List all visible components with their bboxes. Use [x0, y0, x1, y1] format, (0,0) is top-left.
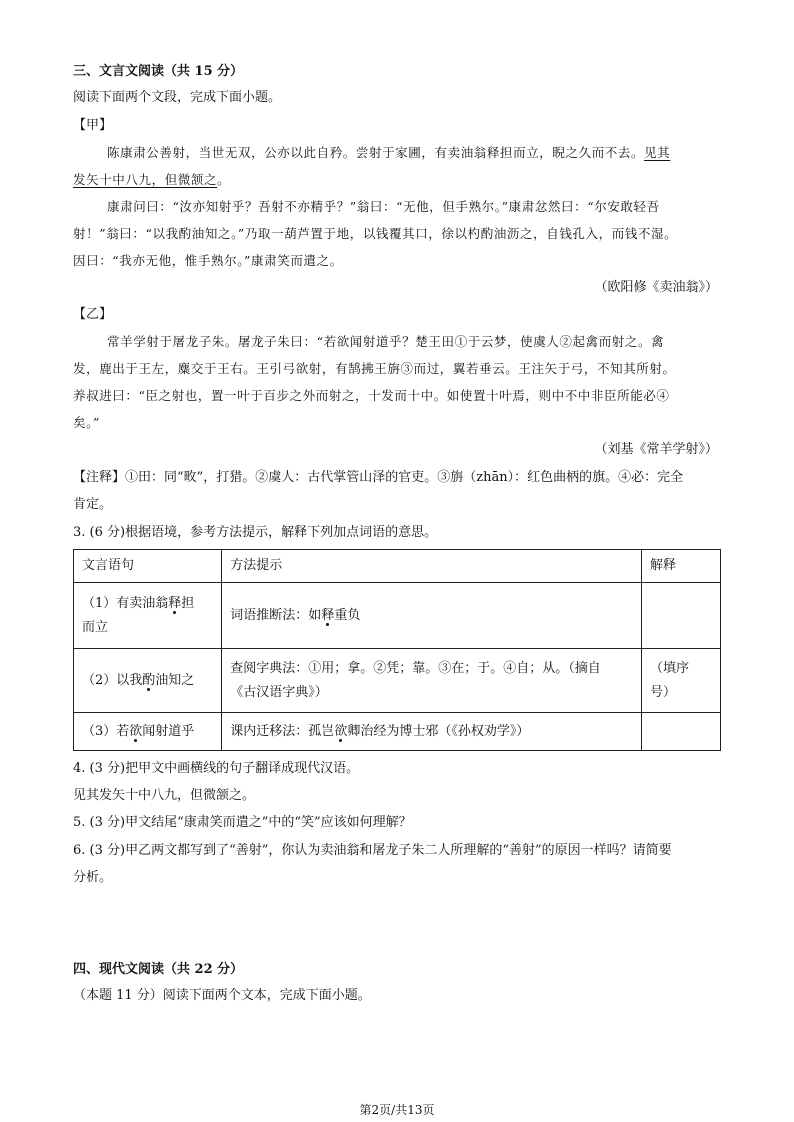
jia-paragraph-2-line-1: 康肃问曰：“汝亦知射乎？吾射不亦精乎？”翁曰：“无他，但手熟尔。”康肃忿然曰：“尔安敢轻吾 — [107, 199, 660, 214]
section3-heading: 三、文言文阅读（共 15 分） — [73, 64, 244, 79]
dotted-word: 释 — [321, 607, 335, 623]
row3-method-text: 课内迁移法：孤岂 — [230, 723, 335, 739]
q3-row-1-answer-cell[interactable] — [641, 583, 720, 649]
row1-method-text: 词语推断法：如 — [230, 607, 322, 623]
jia-label: 【甲】 — [73, 118, 113, 133]
annotation-line-2: 肯定。 — [73, 497, 113, 512]
q3-row-1-sentence — [74, 583, 222, 649]
row1-text-end: 担 — [181, 595, 195, 611]
q3-stem: 3. (6 分)根据语境，参考方法提示，解释下列加点词语的意思。 — [73, 525, 438, 540]
q3-row-2-method — [222, 649, 642, 713]
page-number-footer: 第2页/共13页 — [359, 1103, 435, 1117]
q3-row-3-answer-cell[interactable] — [641, 713, 720, 751]
row1-text: （1）有卖油翁 — [82, 595, 169, 611]
yi-line-3: 养叔进曰：“臣之射也，置一叶于百步之外而射之，十发而十中。如使置十叶焉，则中不中非臣所能必④ — [73, 388, 670, 403]
dotted-word: 欲 — [129, 723, 143, 739]
q3-header-method: 方法提示 — [222, 550, 642, 583]
q3-row-2 — [74, 649, 721, 713]
yi-source: （刘基《常羊学射》） — [594, 442, 718, 457]
q3-row-3-sentence — [74, 713, 222, 751]
section3-intro: 阅读下面两个文段，完成下面小题。 — [73, 90, 282, 105]
row2-text: （2）以我 — [82, 672, 143, 688]
jia-p1-text: 陈康肃公善射，当世无双，公亦以此自矜。尝射于家圃，有卖油翁释担而立，睨之久而不去。 — [107, 145, 645, 160]
row2-text-end: 油知之 — [155, 672, 195, 688]
annotation-line-1: 【注释】①田：同“畋”，打猎。②虞人：古代掌管山泽的官吏。③旃（zhān）：红色曲柄的旗。④必：完全 — [73, 470, 684, 485]
q3-row-2-answer-cell[interactable] — [641, 649, 720, 713]
row3-method-end: 卿治经为博士邪（《孙权劝学》） — [347, 723, 530, 739]
dotted-word: 欲 — [334, 723, 348, 739]
q5-stem: 5. (3 分)甲文结尾“康肃笑而遣之”中的“笑”应该如何理解？ — [73, 815, 412, 830]
row3-text-end: 闻射道乎 — [142, 723, 195, 739]
section4-heading: 四、现代文阅读（共 22 分） — [73, 962, 244, 977]
q4-stem: 4. (3 分)把甲文中画横线的句子翻译成现代汉语。 — [73, 761, 360, 776]
jia-paragraph-2-line-3: 因曰：“我亦无他，惟手熟尔。”康肃笑而遣之。 — [73, 253, 343, 268]
q3-header-row — [74, 550, 721, 583]
q3-row-2-sentence — [74, 649, 222, 713]
row1-method-end: 重负 — [334, 607, 361, 623]
section4-intro: （本题 11 分）阅读下面两个文本，完成下面小题。 — [73, 988, 371, 1003]
row2-method-line1: 查阅字典法：①用；拿。②凭；靠。③在；于。④自；从。（摘自 — [230, 660, 601, 676]
q3-row-3-method — [222, 713, 642, 751]
row2-answer-hint-2: 号） — [649, 684, 676, 700]
row2-answer-hint-1: （填序 — [649, 660, 689, 676]
yi-line-2: 发，鹿出于王左，麋交于王右。王引弓欲射，有鹄拂王旃③而过，翼若垂云。王注矢于弓，不知其所射。 — [73, 361, 676, 376]
jia-underlined-start: 见其 — [644, 145, 671, 160]
q4-sentence: 见其发矢十中八九，但微颔之。 — [73, 788, 256, 803]
yi-line-1: 常羊学射于屠龙子朱。屠龙子朱曰：“若欲闻射道乎？楚王田①于云梦，使虞人②起禽而射之。禽 — [107, 334, 665, 349]
row2-method-line2: 《古汉语字典》） — [230, 684, 328, 700]
jia-paragraph-2-line-2: 射！”翁曰：“以我酌油知之。”乃取一葫芦置于地，以钱覆其口，徐以杓酌油沥之，自钱孔入，而钱不湿。 — [73, 226, 678, 241]
q3-row-1-method — [222, 583, 642, 649]
q3-row-3 — [74, 713, 721, 751]
jia-underlined-sentence: 发矢十中八九，但微颔之 — [73, 172, 218, 187]
row1-text-line2: 而立 — [82, 619, 109, 635]
jia-paragraph-1-line-2 — [73, 170, 230, 190]
q3-header-sentence: 文言语句 — [74, 550, 222, 583]
jia-paragraph-1-line-1 — [107, 143, 670, 163]
dotted-word: 释 — [168, 595, 182, 611]
jia-source: （欧阳修《卖油翁》） — [594, 280, 718, 295]
row3-text: （3）若 — [82, 723, 130, 739]
yi-line-4: 矣。” — [73, 415, 100, 430]
yi-label: 【乙】 — [73, 307, 113, 322]
q3-table — [73, 549, 721, 751]
q6-stem-line-1: 6. (3 分)甲乙两文都写到了“善射”，你认为卖油翁和屠龙子朱二人所理解的“善射”的原因一样吗？请简要 — [73, 843, 672, 858]
dotted-word: 酌 — [142, 672, 156, 688]
q3-header-explain: 解释 — [641, 550, 720, 583]
jia-p1-end: 。 — [217, 172, 231, 187]
q3-row-1 — [74, 583, 721, 649]
q6-stem-line-2: 分析。 — [73, 870, 113, 885]
